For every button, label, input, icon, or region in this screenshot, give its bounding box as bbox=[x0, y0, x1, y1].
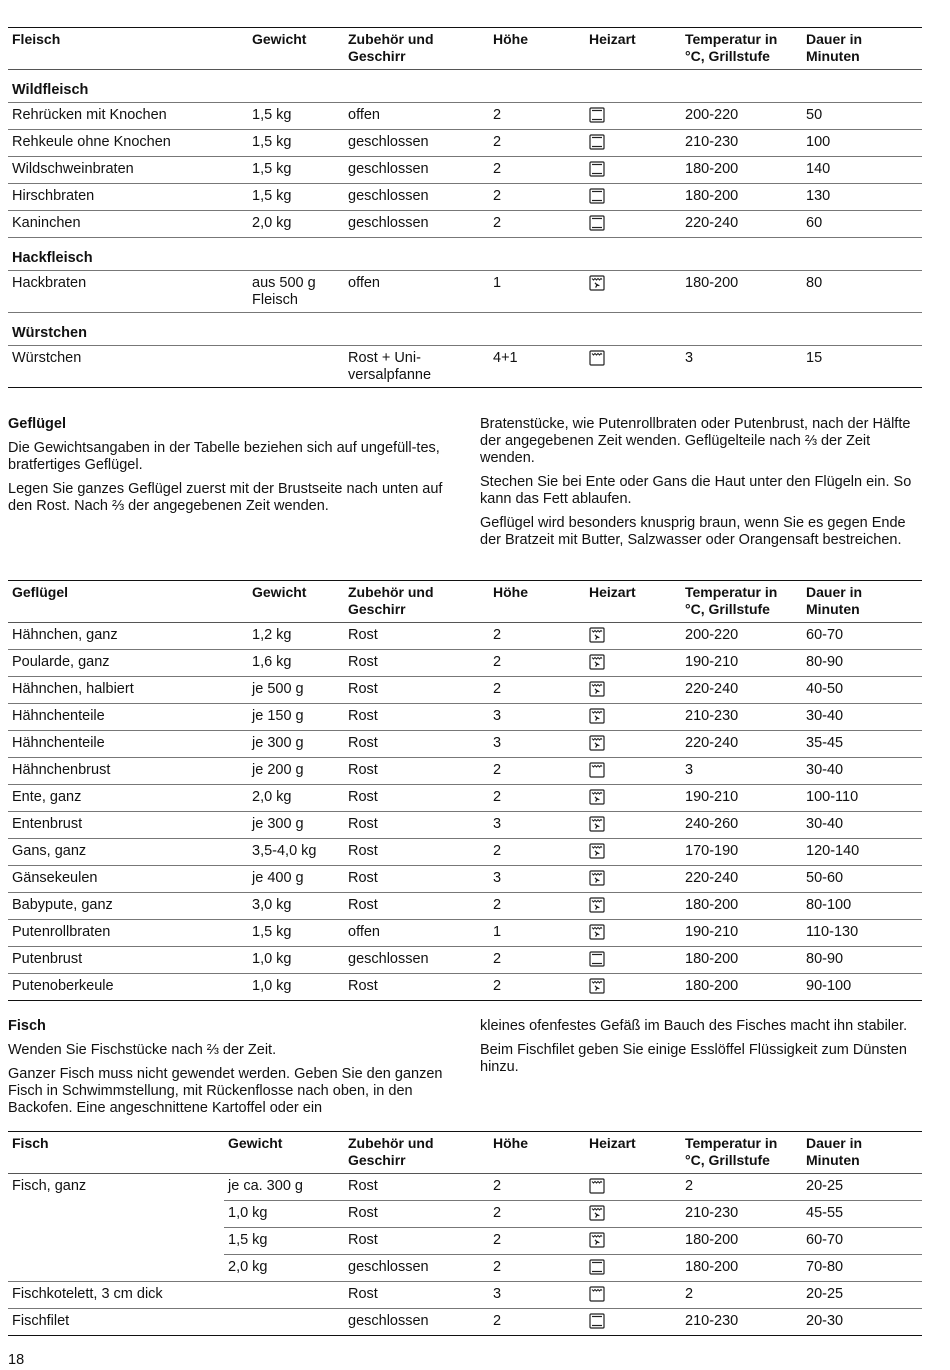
duration-cell: 100-110 bbox=[806, 789, 859, 805]
weight-cell: 2,0 kg bbox=[252, 789, 292, 805]
column-header: Heizart bbox=[589, 584, 636, 600]
grill-icon bbox=[589, 1286, 605, 1302]
duration-cell: 80-90 bbox=[806, 951, 844, 967]
fish-section-title: Fisch bbox=[8, 1018, 46, 1034]
dish-cell: Entenbrust bbox=[12, 816, 83, 832]
temperature-cell: 180-200 bbox=[681, 1228, 802, 1255]
level-cell: 2 bbox=[493, 161, 502, 177]
duration-cell: 140 bbox=[806, 161, 831, 177]
fan-grill-icon bbox=[589, 275, 605, 291]
dish-cell bbox=[8, 1201, 224, 1228]
duration-cell: 100 bbox=[806, 134, 831, 150]
dish-cell: Gans, ganz bbox=[12, 843, 87, 859]
top-bottom-heat-icon bbox=[589, 1313, 605, 1329]
level-cell: 3 bbox=[493, 708, 502, 724]
heating-mode-cell bbox=[585, 1174, 681, 1201]
weight-cell: 2,0 kg bbox=[252, 215, 292, 231]
weight-cell: je 300 g bbox=[252, 816, 304, 832]
accessory-cell: Rost bbox=[348, 843, 378, 859]
temperature-cell: 200-220 bbox=[685, 107, 739, 123]
heating-mode-cell bbox=[585, 1309, 681, 1336]
table-row bbox=[8, 893, 922, 920]
temperature-cell: 210-230 bbox=[685, 708, 739, 724]
duration-cell: 30-40 bbox=[806, 816, 844, 832]
table-row bbox=[8, 1201, 922, 1228]
duration-cell: 30-40 bbox=[806, 762, 844, 778]
accessory-cell: Rost bbox=[344, 1228, 489, 1255]
temperature-cell: 180-200 bbox=[685, 275, 739, 291]
accessory-cell: offen bbox=[348, 107, 380, 123]
weight-cell: je 500 g bbox=[252, 681, 304, 697]
paragraph: Geflügel wird besonders knusprig braun, wenn Sie es gegen Ende der Bratzeit mit Butter, Salzwasser oder Orangensaft bestreichen. bbox=[480, 515, 906, 548]
level-cell: 2 bbox=[493, 134, 502, 150]
table-row bbox=[8, 839, 922, 866]
weight-cell: je 400 g bbox=[252, 870, 304, 886]
column-header: Fleisch bbox=[12, 31, 61, 47]
temperature-cell: 210-230 bbox=[681, 1201, 802, 1228]
duration-cell: 120-140 bbox=[806, 843, 860, 859]
table-header-row bbox=[8, 1132, 922, 1174]
accessory-cell: Rost bbox=[348, 627, 378, 643]
temperature-cell: 190-210 bbox=[685, 924, 739, 940]
weight-cell: je 300 g bbox=[252, 735, 304, 751]
heating-mode-cell bbox=[585, 1228, 681, 1255]
dish-cell: Ente, ganz bbox=[12, 789, 82, 805]
heating-mode-cell bbox=[585, 211, 681, 238]
column-header: Höhe bbox=[493, 31, 528, 47]
duration-cell: 80 bbox=[806, 275, 823, 291]
column-header: Gewicht bbox=[228, 1135, 283, 1151]
fish-text-right bbox=[480, 1018, 910, 1083]
temperature-cell: 190-210 bbox=[685, 654, 739, 670]
accessory-cell: geschlossen bbox=[348, 1313, 429, 1329]
temperature-cell: 220-240 bbox=[685, 215, 739, 231]
fish-table bbox=[8, 1131, 922, 1336]
dish-cell: Hähnchenteile bbox=[12, 708, 105, 724]
paragraph: Stechen Sie bei Ente oder Gans die Haut unter den Flügeln ein. So kann das Fett ablaufen. bbox=[480, 474, 912, 507]
level-cell: 2 bbox=[493, 1313, 502, 1329]
temperature-cell: 210-230 bbox=[685, 1313, 739, 1329]
accessory-cell: geschlossen bbox=[348, 215, 429, 231]
heating-mode-cell bbox=[585, 677, 681, 704]
poultry-table bbox=[8, 580, 922, 1001]
weight-cell: 1,5 kg bbox=[252, 188, 292, 204]
grill-icon bbox=[589, 1178, 605, 1194]
dish-cell: Gänsekeulen bbox=[12, 870, 98, 886]
level-cell: 2 bbox=[493, 978, 502, 994]
dish-cell: Putenrollbraten bbox=[12, 924, 111, 940]
fan-grill-icon bbox=[589, 843, 605, 859]
level-cell: 2 bbox=[493, 897, 502, 913]
dish-cell: Würstchen bbox=[12, 350, 82, 366]
paragraph: kleines ofenfestes Gefäß im Bauch des Fisches macht ihn stabiler. bbox=[480, 1018, 908, 1034]
duration-cell: 30-40 bbox=[806, 708, 844, 724]
table-row bbox=[8, 211, 922, 238]
section-title: Würstchen bbox=[12, 325, 87, 341]
heating-mode-cell bbox=[585, 346, 681, 388]
level-cell: 3 bbox=[493, 870, 502, 886]
column-header: Temperatur in °C, Grillstufe bbox=[685, 584, 778, 617]
dish-cell: Hackbraten bbox=[12, 275, 87, 291]
accessory-cell: Rost bbox=[348, 654, 378, 670]
heating-mode-cell bbox=[585, 157, 681, 184]
weight-cell: 1,5 kg bbox=[252, 924, 292, 940]
level-cell: 2 bbox=[493, 188, 502, 204]
weight-cell bbox=[248, 346, 344, 388]
dish-cell: Kaninchen bbox=[12, 215, 81, 231]
accessory-cell: Rost bbox=[348, 978, 378, 994]
duration-cell: 60 bbox=[806, 215, 823, 231]
temperature-cell: 190-210 bbox=[685, 789, 739, 805]
heating-mode-cell bbox=[585, 130, 681, 157]
fan-grill-icon bbox=[589, 681, 605, 697]
column-header: Heizart bbox=[589, 31, 636, 47]
temperature-cell: 3 bbox=[685, 350, 694, 366]
level-cell: 3 bbox=[493, 735, 502, 751]
poultry-text-right bbox=[480, 416, 920, 556]
table-row bbox=[8, 812, 922, 839]
level-cell: 2 bbox=[493, 654, 502, 670]
table-row bbox=[8, 704, 922, 731]
level-cell: 2 bbox=[493, 951, 502, 967]
accessory-cell: Rost + Uni-versalpfanne bbox=[348, 350, 432, 383]
table-row bbox=[8, 1282, 922, 1309]
level-cell: 1 bbox=[493, 275, 502, 291]
table-row bbox=[8, 130, 922, 157]
duration-cell: 45-55 bbox=[802, 1201, 922, 1228]
temperature-cell: 180-200 bbox=[685, 188, 739, 204]
level-cell: 3 bbox=[493, 1286, 502, 1302]
weight-cell bbox=[224, 1309, 344, 1336]
duration-cell: 20-30 bbox=[806, 1313, 844, 1329]
temperature-cell: 2 bbox=[685, 1286, 694, 1302]
dish-cell: Wildschweinbraten bbox=[12, 161, 134, 177]
paragraph: Ganzer Fisch muss nicht gewendet werden. Geben Sie den ganzen Fisch in Schwimmstellung, mit Rückenflosse nach oben, in den Backofen. Eine angeschnittene Kartoffel oder ein bbox=[8, 1066, 443, 1116]
column-header: Zubehör und Geschirr bbox=[348, 1135, 434, 1168]
accessory-cell: Rost bbox=[348, 897, 378, 913]
column-header: Dauer in Minuten bbox=[806, 31, 863, 64]
table-row bbox=[8, 1174, 922, 1201]
heating-mode-cell bbox=[585, 920, 681, 947]
section-title: Hackfleisch bbox=[12, 250, 93, 266]
table-row bbox=[8, 866, 922, 893]
accessory-cell: offen bbox=[348, 924, 380, 940]
heating-mode-cell bbox=[585, 731, 681, 758]
dish-cell: Rehrücken mit Knochen bbox=[12, 107, 167, 123]
column-header: Höhe bbox=[493, 584, 528, 600]
fan-grill-icon bbox=[589, 654, 605, 670]
dish-cell: Fischfilet bbox=[12, 1313, 70, 1329]
column-header: Temperatur in °C, Grillstufe bbox=[685, 1135, 778, 1168]
heating-mode-cell bbox=[585, 839, 681, 866]
heating-mode-cell bbox=[585, 866, 681, 893]
heating-mode-cell bbox=[585, 974, 681, 1001]
level-cell: 1 bbox=[493, 924, 502, 940]
weight-cell: je 150 g bbox=[252, 708, 304, 724]
weight-cell: 1,0 kg bbox=[252, 951, 292, 967]
top-bottom-heat-icon bbox=[589, 107, 605, 123]
dish-cell: Rehkeule ohne Knochen bbox=[12, 134, 171, 150]
weight-cell: je ca. 300 g bbox=[224, 1174, 344, 1201]
level-cell: 2 bbox=[489, 1201, 585, 1228]
weight-cell: 1,5 kg bbox=[252, 107, 292, 123]
duration-cell: 60-70 bbox=[806, 627, 844, 643]
duration-cell: 60-70 bbox=[802, 1228, 922, 1255]
heating-mode-cell bbox=[585, 103, 681, 130]
level-cell: 2 bbox=[493, 789, 502, 805]
column-header: Zubehör und Geschirr bbox=[348, 584, 434, 617]
column-header: Dauer in Minuten bbox=[806, 1135, 863, 1168]
fish-text-left bbox=[8, 1042, 453, 1124]
duration-cell: 15 bbox=[806, 350, 823, 366]
section-title: Wildfleisch bbox=[12, 82, 89, 98]
table-row bbox=[8, 650, 922, 677]
fan-grill-icon bbox=[589, 816, 605, 832]
column-header: Gewicht bbox=[252, 584, 307, 600]
dish-cell: Hähnchenteile bbox=[12, 735, 105, 751]
dish-cell: Poularde, ganz bbox=[12, 654, 110, 670]
table-row bbox=[8, 920, 922, 947]
column-header: Gewicht bbox=[252, 31, 307, 47]
fan-grill-icon bbox=[589, 789, 605, 805]
dish-cell: Hähnchen, ganz bbox=[12, 627, 118, 643]
weight-cell: aus 500 g Fleisch bbox=[252, 275, 316, 308]
table-row bbox=[8, 1309, 922, 1336]
level-cell: 2 bbox=[493, 107, 502, 123]
weight-cell: 1,5 kg bbox=[224, 1228, 344, 1255]
table-row bbox=[8, 1228, 922, 1255]
heating-mode-cell bbox=[585, 812, 681, 839]
dish-cell bbox=[8, 1228, 224, 1255]
section-row bbox=[8, 313, 922, 346]
level-cell: 2 bbox=[493, 1259, 502, 1275]
accessory-cell: geschlossen bbox=[348, 134, 429, 150]
dish-cell bbox=[8, 1255, 224, 1282]
heating-mode-cell bbox=[585, 893, 681, 920]
temperature-cell: 200-220 bbox=[685, 627, 739, 643]
fan-grill-icon bbox=[589, 735, 605, 751]
accessory-cell: geschlossen bbox=[348, 161, 429, 177]
accessory-cell: geschlossen bbox=[348, 188, 429, 204]
table-row bbox=[8, 758, 922, 785]
fan-grill-icon bbox=[589, 870, 605, 886]
temperature-cell: 240-260 bbox=[685, 816, 739, 832]
dish-cell: Fischkotelett, 3 cm dick bbox=[12, 1286, 163, 1302]
level-cell: 2 bbox=[493, 762, 502, 778]
heating-mode-cell bbox=[585, 785, 681, 812]
weight-cell: 1,5 kg bbox=[252, 134, 292, 150]
weight-cell bbox=[224, 1282, 344, 1309]
fan-grill-icon bbox=[589, 708, 605, 724]
table-row bbox=[8, 974, 922, 1001]
weight-cell: 3,5-4,0 kg bbox=[252, 843, 317, 859]
dish-cell: Fisch, ganz bbox=[12, 1178, 87, 1194]
dish-cell: Putenoberkeule bbox=[12, 978, 114, 994]
poultry-section-title: Geflügel bbox=[8, 416, 67, 432]
dish-cell: Hirschbraten bbox=[12, 188, 95, 204]
column-header: Temperatur in °C, Grillstufe bbox=[685, 31, 778, 64]
temperature-cell: 180-200 bbox=[685, 1259, 739, 1275]
top-bottom-heat-icon bbox=[589, 161, 605, 177]
temperature-cell: 170-190 bbox=[685, 843, 739, 859]
accessory-cell: Rost bbox=[348, 1286, 378, 1302]
table-row bbox=[8, 346, 922, 388]
accessory-cell: Rost bbox=[348, 681, 378, 697]
level-cell: 4+1 bbox=[493, 350, 518, 366]
table-row bbox=[8, 1255, 922, 1282]
heating-mode-cell bbox=[585, 1282, 681, 1309]
dish-cell: Putenbrust bbox=[12, 951, 83, 967]
duration-cell: 40-50 bbox=[806, 681, 844, 697]
duration-cell: 50-60 bbox=[806, 870, 844, 886]
heating-mode-cell bbox=[585, 184, 681, 211]
duration-cell: 90-100 bbox=[806, 978, 852, 994]
table-row bbox=[8, 731, 922, 758]
accessory-cell: Rost bbox=[348, 735, 378, 751]
level-cell: 2 bbox=[493, 215, 502, 231]
top-bottom-heat-icon bbox=[589, 134, 605, 150]
dish-cell: Babypute, ganz bbox=[12, 897, 113, 913]
weight-cell: 1,2 kg bbox=[252, 627, 292, 643]
level-cell: 3 bbox=[493, 816, 502, 832]
weight-cell: 1,6 kg bbox=[252, 654, 292, 670]
page-number: 18 bbox=[8, 1352, 25, 1368]
accessory-cell: geschlossen bbox=[348, 1259, 429, 1275]
grill-icon bbox=[589, 350, 605, 366]
temperature-cell: 180-200 bbox=[685, 161, 739, 177]
top-bottom-heat-icon bbox=[589, 215, 605, 231]
paragraph: Die Gewichtsangaben in der Tabelle beziehen sich auf ungefüll-tes, bratfertiges Geflügel. bbox=[8, 440, 440, 473]
table-header-row bbox=[8, 28, 922, 70]
heating-mode-cell bbox=[585, 1201, 681, 1228]
heating-mode-cell bbox=[585, 1255, 681, 1282]
level-cell: 2 bbox=[493, 843, 502, 859]
fan-grill-icon bbox=[589, 1205, 605, 1221]
fan-grill-icon bbox=[589, 1232, 605, 1248]
temperature-cell: 2 bbox=[681, 1174, 802, 1201]
duration-cell: 35-45 bbox=[806, 735, 844, 751]
accessory-cell: Rost bbox=[348, 870, 378, 886]
duration-cell: 80-90 bbox=[806, 654, 844, 670]
dish-cell: Hähnchen, halbiert bbox=[12, 681, 134, 697]
temperature-cell: 220-240 bbox=[685, 681, 739, 697]
dish-cell: Hähnchenbrust bbox=[12, 762, 111, 778]
temperature-cell: 180-200 bbox=[685, 978, 739, 994]
top-bottom-heat-icon bbox=[589, 1259, 605, 1275]
temperature-cell: 220-240 bbox=[685, 870, 739, 886]
column-header: Fisch bbox=[12, 1135, 49, 1151]
top-bottom-heat-icon bbox=[589, 951, 605, 967]
heating-mode-cell bbox=[585, 650, 681, 677]
table-row bbox=[8, 103, 922, 130]
fan-grill-icon bbox=[589, 978, 605, 994]
accessory-cell: Rost bbox=[348, 762, 378, 778]
accessory-cell: Rost bbox=[344, 1174, 489, 1201]
duration-cell: 20-25 bbox=[806, 1286, 844, 1302]
weight-cell: 1,0 kg bbox=[224, 1201, 344, 1228]
duration-cell: 80-100 bbox=[806, 897, 852, 913]
duration-cell: 70-80 bbox=[806, 1259, 844, 1275]
table-row bbox=[8, 184, 922, 211]
level-cell: 2 bbox=[493, 627, 502, 643]
paragraph: Legen Sie ganzes Geflügel zuerst mit der Brustseite nach unten auf den Rost. Nach ⅔ der angegebenen Zeit wenden. bbox=[8, 481, 443, 514]
fan-grill-icon bbox=[589, 897, 605, 913]
duration-cell: 20-25 bbox=[802, 1174, 922, 1201]
heating-mode-cell bbox=[585, 758, 681, 785]
duration-cell: 50 bbox=[806, 107, 823, 123]
table-row bbox=[8, 785, 922, 812]
weight-cell: 1,5 kg bbox=[252, 161, 292, 177]
poultry-text-left bbox=[8, 440, 458, 522]
table-row bbox=[8, 677, 922, 704]
accessory-cell: Rost bbox=[344, 1201, 489, 1228]
temperature-cell: 220-240 bbox=[685, 735, 739, 751]
fan-grill-icon bbox=[589, 627, 605, 643]
accessory-cell: Rost bbox=[348, 789, 378, 805]
accessory-cell: Rost bbox=[348, 816, 378, 832]
paragraph: Beim Fischfilet geben Sie einige Esslöffel Flüssigkeit zum Dünsten hinzu. bbox=[480, 1042, 907, 1075]
heating-mode-cell bbox=[585, 271, 681, 313]
table-row bbox=[8, 157, 922, 184]
paragraph: Wenden Sie Fischstücke nach ⅔ der Zeit. bbox=[8, 1042, 277, 1058]
accessory-cell: offen bbox=[348, 275, 380, 291]
heating-mode-cell bbox=[585, 623, 681, 650]
grill-icon bbox=[589, 762, 605, 778]
temperature-cell: 180-200 bbox=[685, 951, 739, 967]
level-cell: 2 bbox=[489, 1174, 585, 1201]
weight-cell: 3,0 kg bbox=[252, 897, 292, 913]
weight-cell: 2,0 kg bbox=[228, 1259, 268, 1275]
column-header: Heizart bbox=[589, 1135, 636, 1151]
weight-cell: je 200 g bbox=[252, 762, 304, 778]
paragraph: Bratenstücke, wie Putenrollbraten oder Putenbrust, nach der Hälfte der angegebenen Zeit wenden. Geflügelteile nach ⅔ der Zeit wenden. bbox=[480, 416, 911, 466]
temperature-cell: 210-230 bbox=[685, 134, 739, 150]
accessory-cell: geschlossen bbox=[348, 951, 429, 967]
heating-mode-cell bbox=[585, 947, 681, 974]
fan-grill-icon bbox=[589, 924, 605, 940]
duration-cell: 130 bbox=[806, 188, 831, 204]
accessory-cell: Rost bbox=[348, 708, 378, 724]
heating-mode-cell bbox=[585, 704, 681, 731]
temperature-cell: 180-200 bbox=[685, 897, 739, 913]
top-bottom-heat-icon bbox=[589, 188, 605, 204]
column-header: Geflügel bbox=[12, 584, 69, 600]
duration-cell: 110-130 bbox=[806, 924, 859, 940]
temperature-cell: 3 bbox=[685, 762, 694, 778]
weight-cell: 1,0 kg bbox=[252, 978, 292, 994]
section-row bbox=[8, 70, 922, 103]
table-header-row bbox=[8, 581, 922, 623]
level-cell: 2 bbox=[493, 681, 502, 697]
table-row bbox=[8, 947, 922, 974]
column-header: Zubehör und Geschirr bbox=[348, 31, 434, 64]
section-row bbox=[8, 238, 922, 271]
level-cell: 2 bbox=[489, 1228, 585, 1255]
meat-table bbox=[8, 27, 922, 388]
column-header: Dauer in Minuten bbox=[806, 584, 863, 617]
column-header: Höhe bbox=[493, 1135, 528, 1151]
table-row bbox=[8, 623, 922, 650]
table-row bbox=[8, 271, 922, 313]
